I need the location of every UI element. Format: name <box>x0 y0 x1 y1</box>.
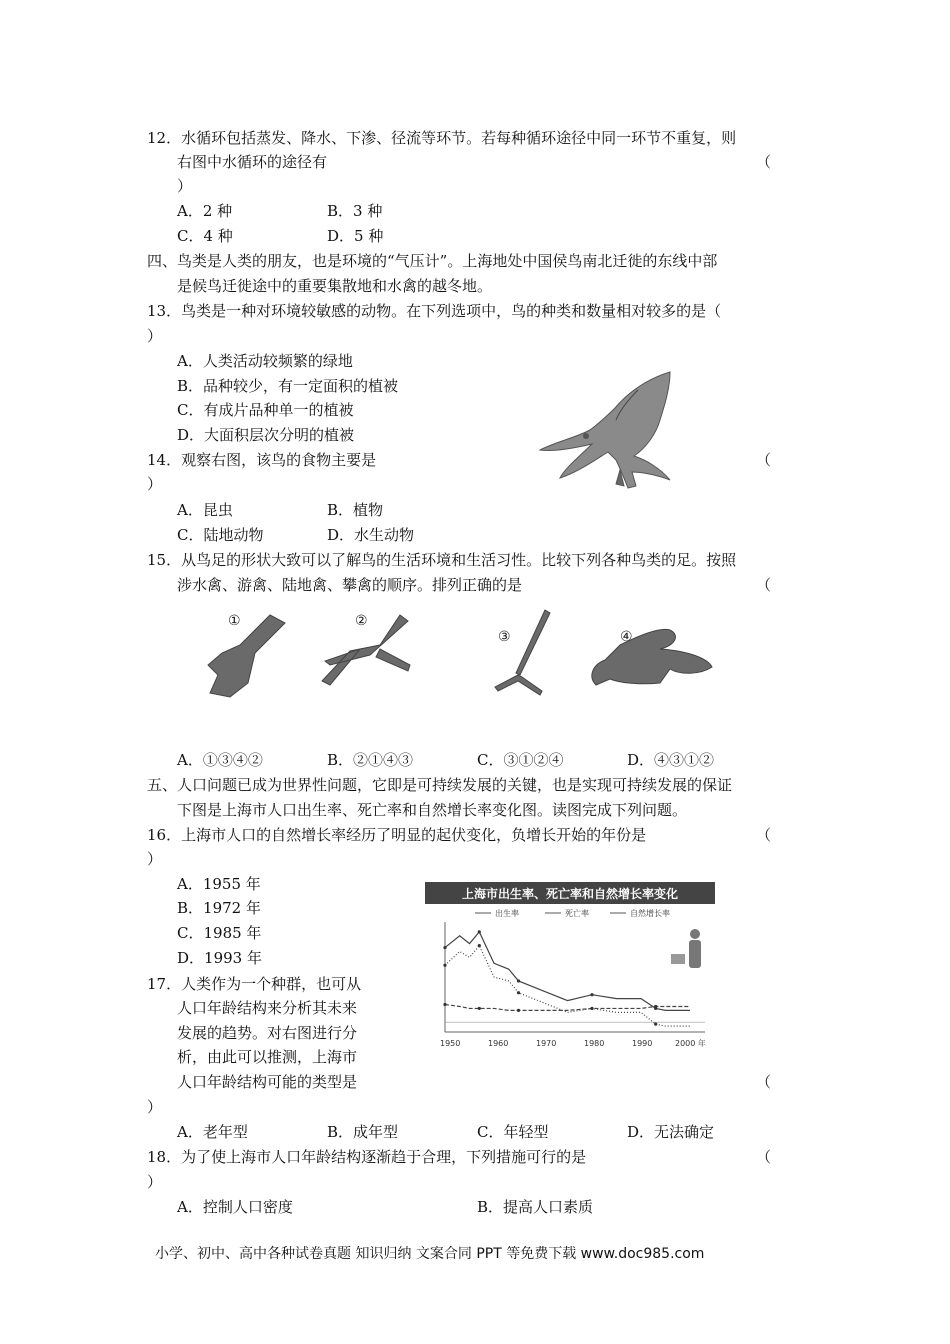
q12-option-b[interactable]: B．3 种 <box>327 202 383 220</box>
q17-option-b[interactable]: B．成年型 <box>327 1123 399 1141</box>
section5-line1: 五、人口问题已成为世界性问题，它即是可持续发展的关键，也是实现可持续发展的保证 <box>147 776 733 794</box>
q12-line1: 12．水循环包括蒸发、降水、下渗、径流等环节。若每种循环途径中同一环节不重复，则 <box>147 129 737 147</box>
natural-growth-rate-point <box>654 1023 657 1026</box>
x-tick-1960: 1960 <box>488 1039 509 1048</box>
q16-line1: 16．上海市人口的自然增长率经历了明显的起伏变化，负增长开始的年份是 <box>147 826 647 844</box>
q12-line2: 右图中水循环的途径有 <box>177 153 328 171</box>
q15-option-c[interactable]: C．③①②④ <box>477 751 564 769</box>
foot-label-4: ④ <box>620 629 633 645</box>
q13-line1: 13．鸟类是一种对环境较敏感的动物。在下列选项中，鸟的种类和数量相对较多的是（ <box>147 302 722 320</box>
q15-line2: 涉水禽、游禽、陆地禽、攀禽的顺序。排列正确的是 <box>177 576 523 594</box>
q17-line2: 人口年龄结构来分析其未来 <box>177 999 358 1017</box>
eagle-figure <box>520 360 700 500</box>
q15-paren-open: （ <box>756 576 772 594</box>
q15-option-b[interactable]: B．②①④③ <box>327 751 414 769</box>
q17-paren-close: ） <box>147 1098 163 1116</box>
q17-option-a[interactable]: A．老年型 <box>177 1123 248 1141</box>
x-tick-2000: 2000 年 <box>675 1039 706 1048</box>
q17-option-d[interactable]: D．无法确定 <box>627 1123 715 1141</box>
q13-option-c[interactable]: C．有成片品种单一的植被 <box>177 401 354 419</box>
q14-option-c[interactable]: C．陆地动物 <box>177 526 264 544</box>
q13-option-b[interactable]: B．品种较少，有一定面积的植被 <box>177 377 399 395</box>
q14-option-a[interactable]: A．昆虫 <box>177 501 233 519</box>
person-illustration <box>671 929 701 968</box>
foot-label-1: ① <box>228 613 241 629</box>
population-chart <box>425 882 715 1054</box>
q16-paren-open: （ <box>756 826 772 844</box>
natural-growth-rate-line <box>445 946 690 1027</box>
foot-label-3: ③ <box>498 629 511 645</box>
q18-paren-open: （ <box>756 1148 772 1166</box>
death-rate-point <box>654 1005 657 1008</box>
q13-option-a[interactable]: A．人类活动较频繁的绿地 <box>177 352 353 370</box>
death-rate-point <box>517 1009 520 1012</box>
x-tick-1950: 1950 <box>440 1039 461 1048</box>
q16-option-b[interactable]: B．1972 年 <box>177 899 261 917</box>
birth-rate-point <box>443 946 446 949</box>
q18-paren-close: ） <box>147 1173 163 1191</box>
death-rate-point <box>478 1007 481 1010</box>
birth-rate-line <box>445 932 690 1011</box>
legend-birth: 出生率 <box>495 909 519 918</box>
q16-option-d[interactable]: D．1993 年 <box>177 949 262 967</box>
death-rate-point <box>443 1003 446 1006</box>
q12-paren-close: ） <box>177 177 193 195</box>
bird-feet-figure <box>200 605 730 705</box>
q17-line3: 发展的趋势。对右图进行分 <box>177 1024 358 1042</box>
q15-option-a[interactable]: A．①③④② <box>177 751 263 769</box>
q13-option-d[interactable]: D．大面积层次分明的植被 <box>177 426 355 444</box>
x-tick-1980: 1980 <box>584 1039 605 1048</box>
q17-line5: 人口年龄结构可能的类型是 <box>177 1073 358 1091</box>
x-tick-1970: 1970 <box>536 1039 557 1048</box>
legend-growth: 自然增长率 <box>630 909 670 918</box>
q14-paren-close: ） <box>147 475 163 493</box>
section4-line1: 四、鸟类是人类的朋友，也是环境的“气压计”。上海地处中国侯鸟南北迁徙的东线中部 <box>147 252 718 270</box>
q14-paren-open: （ <box>756 451 772 469</box>
q15-option-d[interactable]: D．④③①② <box>627 751 715 769</box>
foot-label-2: ② <box>355 613 368 629</box>
bird-feet-drawings <box>200 605 730 705</box>
section4-line2: 是候鸟迁徙途中的重要集散地和水禽的越冬地。 <box>177 277 493 295</box>
chart-title: 上海市出生率、死亡率和自然增长率变化 <box>461 887 679 901</box>
q17-line1: 17．人类作为一个种群，也可从 <box>147 975 362 993</box>
q12-paren-open: （ <box>756 153 772 171</box>
population-chart-svg <box>425 882 715 1054</box>
q18-option-b[interactable]: B．提高人口素质 <box>477 1198 594 1216</box>
q16-option-a[interactable]: A．1955 年 <box>177 875 261 893</box>
q14-option-b[interactable]: B．植物 <box>327 501 384 519</box>
q14-option-d[interactable]: D．水生动物 <box>327 526 415 544</box>
q18-line1: 18．为了使上海市人口年龄结构逐渐趋于合理，下列措施可行的是 <box>147 1148 587 1166</box>
q16-option-c[interactable]: C．1985 年 <box>177 924 262 942</box>
birth-rate-point <box>478 930 481 933</box>
footer-text[interactable]: 小学、初中、高中各种试卷真题 知识归纳 文案合同 PPT 等免费下载 www.doc985.com <box>155 1246 705 1262</box>
natural-growth-rate-point <box>590 1007 593 1010</box>
q17-line4: 析，由此可以推测，上海市 <box>177 1048 358 1066</box>
legend-death: 死亡率 <box>565 909 589 918</box>
birth-rate-point <box>517 979 520 982</box>
q15-line1: 15．从鸟足的形状大致可以了解鸟的生活环境和生活习性。比较下列各种鸟类的足。按照 <box>147 551 737 569</box>
birth-rate-point <box>590 993 593 996</box>
q17-paren-open: （ <box>756 1073 772 1091</box>
q17-option-c[interactable]: C．年轻型 <box>477 1123 549 1141</box>
natural-growth-rate-point <box>443 964 446 967</box>
q13-paren-close: ） <box>147 327 163 345</box>
natural-growth-rate-point <box>517 991 520 994</box>
q18-option-a[interactable]: A．控制人口密度 <box>177 1198 293 1216</box>
section5-line2: 下图是上海市人口出生率、死亡率和自然增长率变化图。读图完成下列问题。 <box>177 801 688 819</box>
q16-paren-close: ） <box>147 850 163 868</box>
natural-growth-rate-point <box>478 944 481 947</box>
q12-option-a[interactable]: A．2 种 <box>177 202 233 220</box>
x-tick-1990: 1990 <box>632 1039 653 1048</box>
q12-option-d[interactable]: D．5 种 <box>327 227 384 245</box>
q14-line1: 14．观察右图，该鸟的食物主要是 <box>147 451 377 469</box>
q12-option-c[interactable]: C．4 种 <box>177 227 233 245</box>
